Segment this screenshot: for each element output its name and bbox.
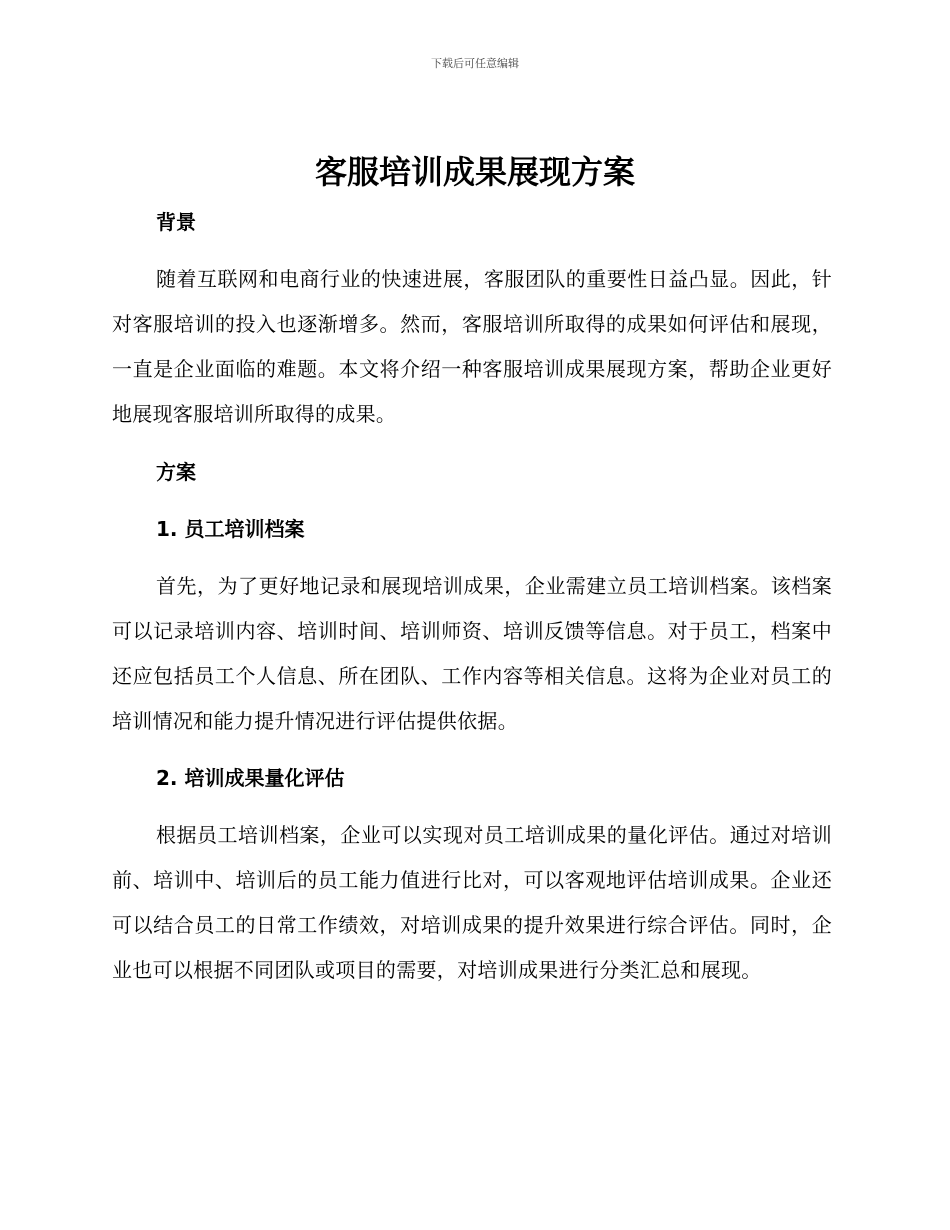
section-heading-plan: 方案 (156, 460, 196, 484)
section-heading-quantitative-evaluation: 2. 培训成果量化评估 (156, 766, 345, 790)
section-heading-background: 背景 (156, 210, 196, 234)
section-paragraph-employee-training-records: 首先，为了更好地记录和展现培训成果，企业需建立员工培训档案。该档案可以记录培训内容、培训时间、培训师资、培训反馈等信息。对于员工，档案中还应包括员工个人信息、所在团队、工作内容等相关信息。这将为企业对员工的培训情况和能力提升情况进行评估提供依据。 (112, 574, 832, 733)
document-title: 客服培训成果展现方案 (314, 153, 635, 191)
section-paragraph-quantitative-evaluation: 根据员工培训档案，企业可以实现对员工培训成果的量化评估。通过对培训前、培训中、培训后的员工能力值进行比对，可以客观地评估培训成果。企业还可以结合员工的日常工作绩效，对培训成果的提升效果进行综合评估。同时，企业也可以根据不同团队或项目的需要，对培训成果进行分类汇总和展现。 (112, 823, 832, 982)
section-heading-employee-training-records: 1. 员工培训档案 (156, 517, 305, 541)
page-header-note: 下载后可任意编辑 (431, 57, 519, 70)
section-paragraph-background: 随着互联网和电商行业的快速进展，客服团队的重要性日益凸显。因此，针对客服培训的投入也逐渐增多。然而，客服培训所取得的成果如何评估和展现，一直是企业面临的难题。本文将介绍一种客服培训成果展现方案，帮助企业更好地展现客服培训所取得的成果。 (112, 267, 832, 426)
